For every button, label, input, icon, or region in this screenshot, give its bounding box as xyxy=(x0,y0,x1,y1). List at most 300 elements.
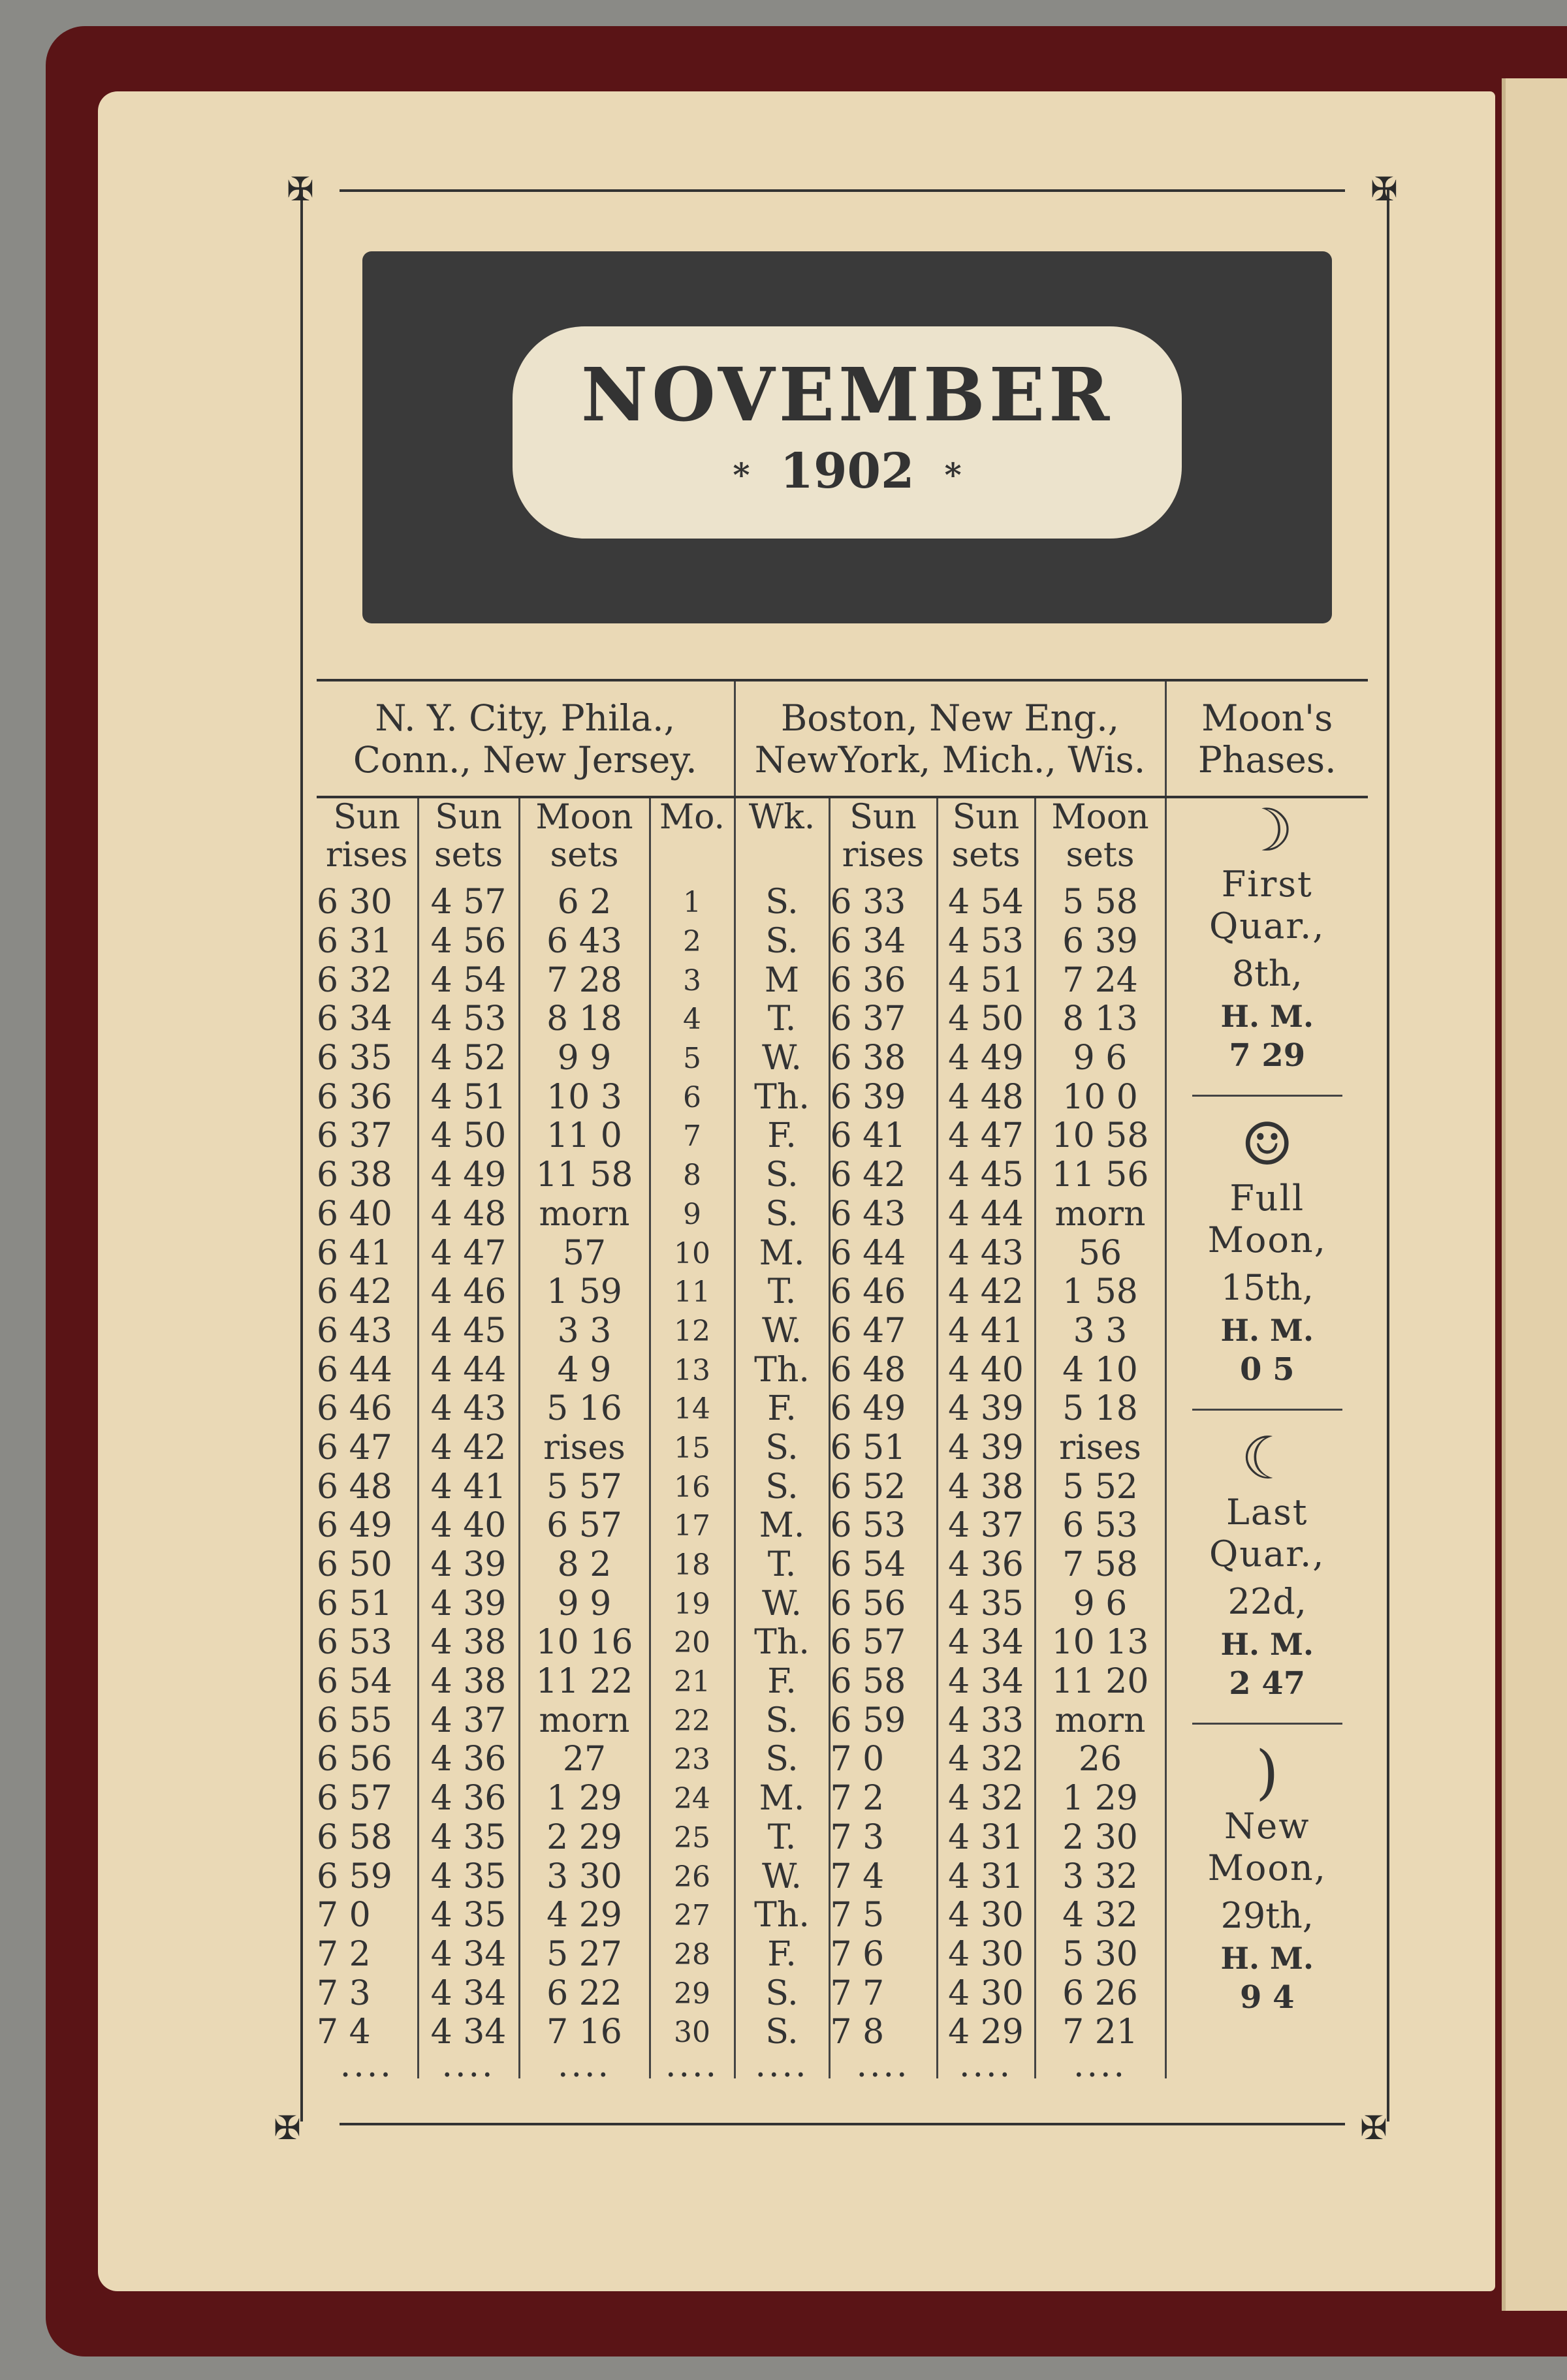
b-moonsets-cell: 10 13 xyxy=(1035,1623,1165,1663)
month-day-cell: 28 xyxy=(650,1935,735,1975)
ny-moonsets-cell: 2 29 xyxy=(519,1819,650,1858)
ny-sunrise-cell: 6 47 xyxy=(317,1429,418,1468)
ny-sunset-cell: 4 38 xyxy=(418,1623,519,1663)
ny-sunset-cell: 4 34 xyxy=(418,1935,519,1975)
b-moonsets-cell: 5 30 xyxy=(1035,1935,1165,1975)
b-sunset-cell: 4 37 xyxy=(937,1507,1035,1546)
b-sunset-cell: 4 30 xyxy=(937,1935,1035,1975)
ny-moonsets-cell: 8 2 xyxy=(519,1546,650,1585)
month-day-cell: 12 xyxy=(650,1312,735,1351)
moon-phase xyxy=(1167,1426,1369,1703)
ny-moonsets-cell: 4 29 xyxy=(519,1896,650,1935)
moon-phase xyxy=(1167,1112,1369,1389)
weekday-cell: Th. xyxy=(735,1896,829,1935)
ny-sunset-cell: 4 37 xyxy=(418,1701,519,1740)
weekday-cell: M. xyxy=(735,1779,829,1819)
b-moonsets-cell: 6 39 xyxy=(1035,922,1165,962)
ny-sunset-cell: 4 35 xyxy=(418,1896,519,1935)
phase-name: Full Moon, xyxy=(1207,1178,1327,1260)
b-sunrise-cell: 7 8 xyxy=(829,2013,937,2052)
phase-divider xyxy=(1192,1095,1342,1097)
ny-sunset-cell: 4 46 xyxy=(418,1273,519,1312)
weekday-cell: T. xyxy=(735,1273,829,1312)
full-moon-face-icon: ☺ xyxy=(1241,1110,1294,1179)
ny-sunrise-cell: 7 3 xyxy=(317,1974,418,2013)
b-moonsets-cell: 10 58 xyxy=(1035,1117,1165,1156)
b-moonsets-cell: 5 58 xyxy=(1035,883,1165,922)
ny-sunset-cell: 4 36 xyxy=(418,1779,519,1819)
ny-sunrise-cell: 6 34 xyxy=(317,1000,418,1039)
ny-sunrise-cell: 6 55 xyxy=(317,1701,418,1740)
weekday-cell: W. xyxy=(735,1584,829,1623)
b-sunset-cell: 4 30 xyxy=(937,1896,1035,1935)
col-b-sunset: Sun sets xyxy=(937,797,1035,883)
month-cartouche xyxy=(513,326,1182,539)
moon-phases-header: Moon's Phases. xyxy=(1165,680,1368,797)
top-rule xyxy=(340,189,1345,192)
b-sunrise-cell: 7 6 xyxy=(829,1935,937,1975)
phase-hm-label: H. M. xyxy=(1220,1627,1314,1662)
month-day-cell: 15 xyxy=(650,1429,735,1468)
b-sunset-cell: 4 35 xyxy=(937,1584,1035,1623)
col-ny-sunrise: Sun rises xyxy=(317,797,418,883)
b-sunrise-cell: 7 4 xyxy=(829,1857,937,1896)
ny-moonsets-cell: 5 57 xyxy=(519,1467,650,1507)
b-sunset-cell: 4 41 xyxy=(937,1312,1035,1351)
b-sunset-cell: 4 48 xyxy=(937,1078,1035,1117)
month-day-cell: 26 xyxy=(650,1857,735,1896)
b-moonsets-cell: 4 32 xyxy=(1035,1896,1165,1935)
weekday-cell: T. xyxy=(735,1819,829,1858)
leader-dots: .... xyxy=(829,2052,937,2078)
ny-sunrise-cell: 7 4 xyxy=(317,2013,418,2052)
b-moonsets-cell: 10 0 xyxy=(1035,1078,1165,1117)
b-sunset-cell: 4 33 xyxy=(937,1701,1035,1740)
leader-dots: .... xyxy=(317,2052,418,2078)
weekday-cell: F. xyxy=(735,1117,829,1156)
bottom-rule xyxy=(340,2123,1345,2125)
b-moonsets-cell: 8 13 xyxy=(1035,1000,1165,1039)
ny-sunset-cell: 4 42 xyxy=(418,1429,519,1468)
leader-dots: .... xyxy=(937,2052,1035,2078)
ny-moonsets-cell: 6 43 xyxy=(519,922,650,962)
year-title: 1902 xyxy=(780,443,915,499)
group-ny-header: N. Y. City, Phila., Conn., New Jersey. xyxy=(317,680,735,797)
ny-moonsets-cell: 3 3 xyxy=(519,1312,650,1351)
b-sunrise-cell: 7 0 xyxy=(829,1740,937,1779)
month-day-cell: 18 xyxy=(650,1546,735,1585)
b-sunrise-cell: 6 59 xyxy=(829,1701,937,1740)
phase-hm-label: H. M. xyxy=(1220,1941,1314,1976)
ny-sunset-cell: 4 40 xyxy=(418,1507,519,1546)
weekday-cell: W. xyxy=(735,1857,829,1896)
b-moonsets-cell: 56 xyxy=(1035,1234,1165,1273)
month-day-cell: 17 xyxy=(650,1507,735,1546)
phase-name: Last Quar., xyxy=(1209,1492,1325,1574)
ny-moonsets-cell: 6 2 xyxy=(519,883,650,922)
b-sunset-cell: 4 36 xyxy=(937,1546,1035,1585)
month-day-cell: 16 xyxy=(650,1467,735,1507)
b-sunset-cell: 4 40 xyxy=(937,1351,1035,1390)
b-moonsets-cell: 2 30 xyxy=(1035,1819,1165,1858)
phase-hm-label: H. M. xyxy=(1220,999,1314,1034)
col-ny-moonsets: Moon sets xyxy=(519,797,650,883)
b-sunrise-cell: 6 38 xyxy=(829,1039,937,1078)
b-sunrise-cell: 6 43 xyxy=(829,1195,937,1234)
weekday-cell: S. xyxy=(735,1467,829,1507)
ny-sunrise-cell: 6 50 xyxy=(317,1546,418,1585)
b-sunset-cell: 4 45 xyxy=(937,1156,1035,1195)
ny-moonsets-cell: 7 16 xyxy=(519,2013,650,2052)
weekday-cell: Th. xyxy=(735,1078,829,1117)
b-sunset-cell: 4 29 xyxy=(937,2013,1035,2052)
month-day-cell: 11 xyxy=(650,1273,735,1312)
ny-moonsets-cell: morn xyxy=(519,1701,650,1740)
b-sunset-cell: 4 47 xyxy=(937,1117,1035,1156)
ny-sunset-cell: 4 35 xyxy=(418,1819,519,1858)
b-sunrise-cell: 6 36 xyxy=(829,961,937,1000)
b-sunset-cell: 4 34 xyxy=(937,1623,1035,1663)
b-moonsets-cell: 26 xyxy=(1035,1740,1165,1779)
phase-divider xyxy=(1192,1409,1342,1411)
ny-sunset-cell: 4 52 xyxy=(418,1039,519,1078)
ny-moonsets-cell: 9 9 xyxy=(519,1584,650,1623)
month-day-cell: 22 xyxy=(650,1701,735,1740)
b-sunrise-cell: 6 47 xyxy=(829,1312,937,1351)
ny-sunrise-cell: 6 46 xyxy=(317,1390,418,1429)
b-sunrise-cell: 6 34 xyxy=(829,922,937,962)
month-day-cell: 2 xyxy=(650,922,735,962)
weekday-cell: F. xyxy=(735,1390,829,1429)
b-sunset-cell: 4 32 xyxy=(937,1740,1035,1779)
month-day-cell: 6 xyxy=(650,1078,735,1117)
corner-ornament-icon: ✠ xyxy=(287,170,314,208)
b-moonsets-cell: 1 29 xyxy=(1035,1779,1165,1819)
ny-sunrise-cell: 6 36 xyxy=(317,1078,418,1117)
col-ny-sunset: Sun sets xyxy=(418,797,519,883)
ny-moonsets-cell: 6 22 xyxy=(519,1974,650,2013)
b-sunset-cell: 4 32 xyxy=(937,1779,1035,1819)
weekday-cell: M. xyxy=(735,1507,829,1546)
month-day-cell: 30 xyxy=(650,2013,735,2052)
ny-sunrise-cell: 7 0 xyxy=(317,1896,418,1935)
ny-moonsets-cell: 11 22 xyxy=(519,1663,650,1702)
month-day-cell: 5 xyxy=(650,1039,735,1078)
b-sunset-cell: 4 54 xyxy=(937,883,1035,922)
ny-sunrise-cell: 6 53 xyxy=(317,1623,418,1663)
ny-sunset-cell: 4 38 xyxy=(418,1663,519,1702)
weekday-cell: S. xyxy=(735,883,829,922)
phase-time: 9 4 xyxy=(1239,1979,1295,2016)
leader-dots: .... xyxy=(735,2052,829,2078)
month-day-cell: 19 xyxy=(650,1584,735,1623)
b-sunset-cell: 4 39 xyxy=(937,1429,1035,1468)
phase-date: 22d, xyxy=(1227,1581,1306,1622)
ny-sunset-cell: 4 49 xyxy=(418,1156,519,1195)
phase-date: 29th, xyxy=(1220,1895,1314,1936)
star-icon: * xyxy=(733,456,750,494)
month-day-cell: 1 xyxy=(650,883,735,922)
month-day-cell: 14 xyxy=(650,1390,735,1429)
b-moonsets-cell: 1 58 xyxy=(1035,1273,1165,1312)
ny-sunrise-cell: 6 38 xyxy=(317,1156,418,1195)
ny-sunset-cell: 4 44 xyxy=(418,1351,519,1390)
b-sunrise-cell: 6 58 xyxy=(829,1663,937,1702)
b-moonsets-cell: 7 58 xyxy=(1035,1546,1165,1585)
phase-date: 8th, xyxy=(1231,953,1303,994)
phase-time: 2 47 xyxy=(1229,1665,1306,1702)
month-day-cell: 8 xyxy=(650,1156,735,1195)
ny-moonsets-cell: 7 28 xyxy=(519,961,650,1000)
ny-sunset-cell: 4 39 xyxy=(418,1546,519,1585)
b-sunrise-cell: 6 52 xyxy=(829,1467,937,1507)
b-sunrise-cell: 6 54 xyxy=(829,1546,937,1585)
ny-sunrise-cell: 6 30 xyxy=(317,883,418,922)
ny-sunset-cell: 4 50 xyxy=(418,1117,519,1156)
b-moonsets-cell: 7 21 xyxy=(1035,2013,1165,2052)
month-day-cell: 29 xyxy=(650,1974,735,2013)
b-moonsets-cell: 4 10 xyxy=(1035,1351,1165,1390)
weekday-cell: S. xyxy=(735,1974,829,2013)
weekday-cell: S. xyxy=(735,1701,829,1740)
ny-moonsets-cell: 10 3 xyxy=(519,1078,650,1117)
b-sunset-cell: 4 31 xyxy=(937,1857,1035,1896)
ny-moonsets-cell: 5 16 xyxy=(519,1390,650,1429)
b-sunrise-cell: 6 33 xyxy=(829,883,937,922)
b-sunset-cell: 4 30 xyxy=(937,1974,1035,2013)
ny-sunrise-cell: 6 49 xyxy=(317,1507,418,1546)
weekday-cell: F. xyxy=(735,1663,829,1702)
weekday-cell: T. xyxy=(735,1000,829,1039)
ny-sunrise-cell: 6 31 xyxy=(317,922,418,962)
b-moonsets-cell: 11 20 xyxy=(1035,1663,1165,1702)
b-sunrise-cell: 6 42 xyxy=(829,1156,937,1195)
b-sunrise-cell: 7 5 xyxy=(829,1896,937,1935)
b-sunrise-cell: 6 39 xyxy=(829,1078,937,1117)
month-day-cell: 21 xyxy=(650,1663,735,1702)
b-sunset-cell: 4 53 xyxy=(937,922,1035,962)
ny-sunset-cell: 4 53 xyxy=(418,1000,519,1039)
b-sunset-cell: 4 34 xyxy=(937,1663,1035,1702)
phase-hm-label: H. M. xyxy=(1220,1313,1314,1348)
ny-sunrise-cell: 6 43 xyxy=(317,1312,418,1351)
ny-sunrise-cell: 6 35 xyxy=(317,1039,418,1078)
weekday-cell: S. xyxy=(735,2013,829,2052)
leader-dots: .... xyxy=(418,2052,519,2078)
ny-sunset-cell: 4 56 xyxy=(418,922,519,962)
month-day-cell: 25 xyxy=(650,1819,735,1858)
ny-sunrise-cell: 6 48 xyxy=(317,1467,418,1507)
ny-sunrise-cell: 6 37 xyxy=(317,1117,418,1156)
month-day-cell: 3 xyxy=(650,961,735,1000)
b-moonsets-cell: 5 52 xyxy=(1035,1467,1165,1507)
ny-moonsets-cell: 3 30 xyxy=(519,1857,650,1896)
b-sunrise-cell: 6 57 xyxy=(829,1623,937,1663)
ny-moonsets-cell: 4 9 xyxy=(519,1351,650,1390)
ny-sunrise-cell: 6 42 xyxy=(317,1273,418,1312)
col-weekday: Wk. xyxy=(735,797,829,883)
weekday-cell: Th. xyxy=(735,1351,829,1390)
ny-sunset-cell: 4 39 xyxy=(418,1584,519,1623)
b-sunset-cell: 4 50 xyxy=(937,1000,1035,1039)
corner-ornament-icon: ✠ xyxy=(1360,2109,1387,2147)
ny-sunset-cell: 4 43 xyxy=(418,1390,519,1429)
b-moonsets-cell: 7 24 xyxy=(1035,961,1165,1000)
first-quarter-moon-icon: ☽ xyxy=(1241,796,1294,865)
b-sunset-cell: 4 51 xyxy=(937,961,1035,1000)
ny-moonsets-cell: 27 xyxy=(519,1740,650,1779)
b-moonsets-cell: 3 32 xyxy=(1035,1857,1165,1896)
b-sunset-cell: 4 38 xyxy=(937,1467,1035,1507)
b-moonsets-cell: 3 3 xyxy=(1035,1312,1165,1351)
b-sunrise-cell: 6 53 xyxy=(829,1507,937,1546)
b-moonsets-cell: 9 6 xyxy=(1035,1039,1165,1078)
ny-sunset-cell: 4 41 xyxy=(418,1467,519,1507)
ny-sunset-cell: 4 34 xyxy=(418,1974,519,2013)
leader-dots: .... xyxy=(650,2052,735,2078)
corner-ornament-icon: ✠ xyxy=(1370,170,1398,208)
weekday-cell: S. xyxy=(735,922,829,962)
b-sunset-cell: 4 39 xyxy=(937,1390,1035,1429)
month-day-cell: 20 xyxy=(650,1623,735,1663)
b-sunrise-cell: 6 41 xyxy=(829,1117,937,1156)
b-moonsets-cell: 11 56 xyxy=(1035,1156,1165,1195)
ny-sunrise-cell: 6 32 xyxy=(317,961,418,1000)
ny-sunset-cell: 4 36 xyxy=(418,1740,519,1779)
ny-moonsets-cell: 11 0 xyxy=(519,1117,650,1156)
b-sunrise-cell: 7 3 xyxy=(829,1819,937,1858)
ny-sunset-cell: 4 34 xyxy=(418,2013,519,2052)
weekday-cell: M. xyxy=(735,1234,829,1273)
ny-moonsets-cell: 1 59 xyxy=(519,1273,650,1312)
weekday-cell: F. xyxy=(735,1935,829,1975)
last-quarter-moon-icon: ☾ xyxy=(1241,1424,1294,1493)
ny-sunset-cell: 4 54 xyxy=(418,961,519,1000)
ny-sunrise-cell: 6 57 xyxy=(317,1779,418,1819)
col-b-sunrise: Sun rises xyxy=(829,797,937,883)
weekday-cell: W. xyxy=(735,1039,829,1078)
next-page-edge xyxy=(1502,78,1567,2311)
b-sunrise-cell: 6 46 xyxy=(829,1273,937,1312)
ny-sunrise-cell: 6 44 xyxy=(317,1351,418,1390)
ny-moonsets-cell: 11 58 xyxy=(519,1156,650,1195)
phase-name: First Quar., xyxy=(1209,864,1325,947)
b-moonsets-cell: rises xyxy=(1035,1429,1165,1468)
ny-sunrise-cell: 6 41 xyxy=(317,1234,418,1273)
b-moonsets-cell: 9 6 xyxy=(1035,1584,1165,1623)
weekday-cell: Th. xyxy=(735,1623,829,1663)
b-moonsets-cell: 5 18 xyxy=(1035,1390,1165,1429)
moon-phase xyxy=(1167,1740,1369,2017)
ny-moonsets-cell: rises xyxy=(519,1429,650,1468)
almanac-table xyxy=(317,679,1368,2085)
col-month-day: Mo. xyxy=(650,797,735,883)
ny-sunset-cell: 4 45 xyxy=(418,1312,519,1351)
ny-moonsets-cell: 8 18 xyxy=(519,1000,650,1039)
ny-moonsets-cell: 57 xyxy=(519,1234,650,1273)
month-day-cell: 13 xyxy=(650,1351,735,1390)
weekday-cell: S. xyxy=(735,1195,829,1234)
ny-sunset-cell: 4 51 xyxy=(418,1078,519,1117)
b-sunrise-cell: 6 44 xyxy=(829,1234,937,1273)
month-day-cell: 4 xyxy=(650,1000,735,1039)
month-day-cell: 27 xyxy=(650,1896,735,1935)
weekday-cell: T. xyxy=(735,1546,829,1585)
phase-name: New Moon, xyxy=(1207,1806,1327,1888)
b-sunset-cell: 4 49 xyxy=(937,1039,1035,1078)
col-b-moonsets: Moon sets xyxy=(1035,797,1165,883)
ny-sunrise-cell: 6 54 xyxy=(317,1663,418,1702)
b-sunrise-cell: 7 2 xyxy=(829,1779,937,1819)
ny-sunrise-cell: 7 2 xyxy=(317,1935,418,1975)
month-day-cell: 23 xyxy=(650,1740,735,1779)
ny-moonsets-cell: 6 57 xyxy=(519,1507,650,1546)
month-day-cell: 10 xyxy=(650,1234,735,1273)
phase-date: 15th, xyxy=(1220,1267,1314,1308)
weekday-cell: W. xyxy=(735,1312,829,1351)
b-sunrise-cell: 6 37 xyxy=(829,1000,937,1039)
year-line xyxy=(513,443,1182,499)
ny-sunset-cell: 4 48 xyxy=(418,1195,519,1234)
b-sunset-cell: 4 44 xyxy=(937,1195,1035,1234)
b-moonsets-cell: 6 53 xyxy=(1035,1507,1165,1546)
b-sunrise-cell: 6 49 xyxy=(829,1390,937,1429)
b-moonsets-cell: 6 26 xyxy=(1035,1974,1165,2013)
month-header xyxy=(362,251,1332,623)
weekday-cell: S. xyxy=(735,1429,829,1468)
ny-sunrise-cell: 6 58 xyxy=(317,1819,418,1858)
b-moonsets-cell: morn xyxy=(1035,1701,1165,1740)
weekday-cell: M xyxy=(735,961,829,1000)
ny-moonsets-cell: 5 27 xyxy=(519,1935,650,1975)
weekday-cell: S. xyxy=(735,1740,829,1779)
b-sunset-cell: 4 42 xyxy=(937,1273,1035,1312)
leader-dots: .... xyxy=(1035,2052,1165,2078)
b-moonsets-cell: morn xyxy=(1035,1195,1165,1234)
star-icon: * xyxy=(944,456,962,494)
ny-moonsets-cell: 9 9 xyxy=(519,1039,650,1078)
month-day-cell: 9 xyxy=(650,1195,735,1234)
b-sunrise-cell: 6 48 xyxy=(829,1351,937,1390)
b-sunrise-cell: 6 56 xyxy=(829,1584,937,1623)
leader-dots: .... xyxy=(519,2052,650,2078)
b-sunset-cell: 4 31 xyxy=(937,1819,1035,1858)
ny-sunrise-cell: 6 51 xyxy=(317,1584,418,1623)
weekday-cell: S. xyxy=(735,1156,829,1195)
ny-moonsets-cell: morn xyxy=(519,1195,650,1234)
phase-divider xyxy=(1192,1723,1342,1725)
ny-sunset-cell: 4 35 xyxy=(418,1857,519,1896)
phase-time: 0 5 xyxy=(1239,1351,1295,1388)
ny-sunset-cell: 4 47 xyxy=(418,1234,519,1273)
ny-sunrise-cell: 6 40 xyxy=(317,1195,418,1234)
phase-time: 7 29 xyxy=(1229,1037,1306,1074)
b-sunset-cell: 4 43 xyxy=(937,1234,1035,1273)
new-moon-icon: ) xyxy=(1256,1738,1279,1807)
corner-ornament-icon: ✠ xyxy=(274,2109,301,2147)
ny-sunset-cell: 4 57 xyxy=(418,883,519,922)
b-sunrise-cell: 7 7 xyxy=(829,1974,937,2013)
moon-phase xyxy=(1167,798,1369,1075)
moon-phases-column xyxy=(1165,797,1368,2078)
month-day-cell: 7 xyxy=(650,1117,735,1156)
month-day-cell: 24 xyxy=(650,1779,735,1819)
month-title: NOVEMBER xyxy=(580,352,1114,438)
ny-moonsets-cell: 10 16 xyxy=(519,1623,650,1663)
ny-moonsets-cell: 1 29 xyxy=(519,1779,650,1819)
b-sunrise-cell: 6 51 xyxy=(829,1429,937,1468)
ny-sunrise-cell: 6 59 xyxy=(317,1857,418,1896)
